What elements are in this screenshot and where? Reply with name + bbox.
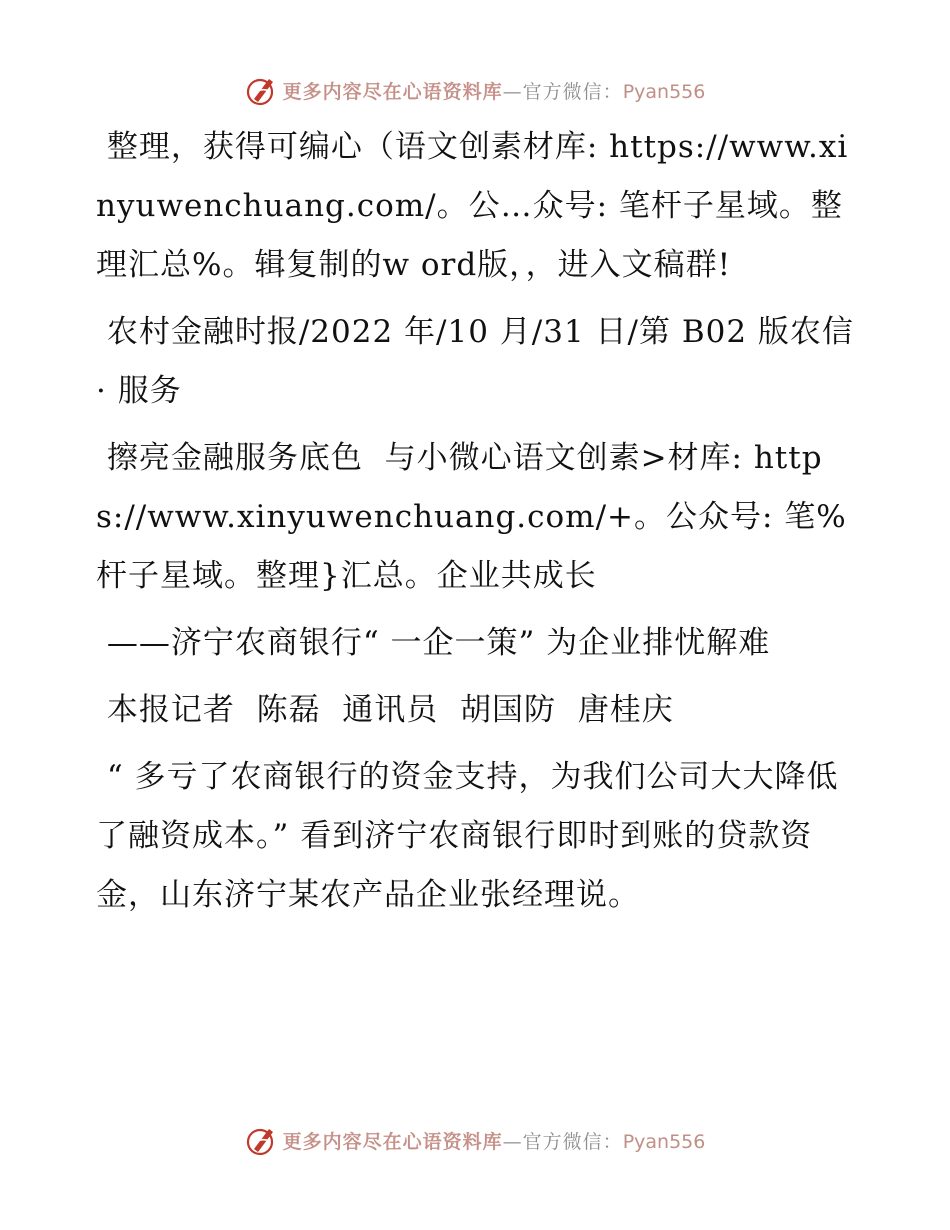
watermark-separator: — [502,80,523,103]
document-body [96,118,865,933]
watermark-text: 更多内容尽在心语资料库 [282,80,503,103]
quill-logo-icon [245,73,279,107]
watermark-line [283,1127,706,1154]
paragraph-intro: 整理，获得可编心（语文创素材库: https://www.xinyuwenchuang.com/。公…众号: 笔杆子星域。整理汇总%。辑复制的w ord版，，进入文稿群! [96,129,849,283]
paragraph-lead: “ 多亏了农商银行的资金支持，为我们公司大大降低了融资成本。” 看到济宁农商银行即时到账的贷款资金，山东济宁某农产品企业张经理说。 [96,759,839,913]
watermark-header [0,70,950,110]
paragraph-byline: 本报记者 陈磊 通讯员 胡国防 唐桂庆 [96,692,674,728]
quill-logo-icon [245,1123,279,1157]
paragraph-subheadline: ——济宁农商银行“ 一企一策” 为企业排忧解难 [96,625,771,661]
watermark-label: 官方微信： [522,80,623,103]
watermark-wechat-id: Pyan556 [622,1130,706,1153]
watermark-line [283,77,706,104]
watermark-text: 更多内容尽在心语资料库 [282,1130,503,1153]
paragraph-source-line: 农村金融时报/2022 年/10 月/31 日/第 B02 版农信 · 服务 [96,314,865,409]
watermark-footer [0,1120,950,1160]
watermark-label: 官方微信： [522,1130,623,1153]
watermark-wechat-id: Pyan556 [622,80,706,103]
watermark-separator: — [502,1130,523,1153]
paragraph-headline: 擦亮金融服务底色 与小微心语文创素>材库: https://www.xinyuwenchuang.com/+。公众号: 笔%杆子星域。整理}汇总。企业共成长 [96,440,847,594]
